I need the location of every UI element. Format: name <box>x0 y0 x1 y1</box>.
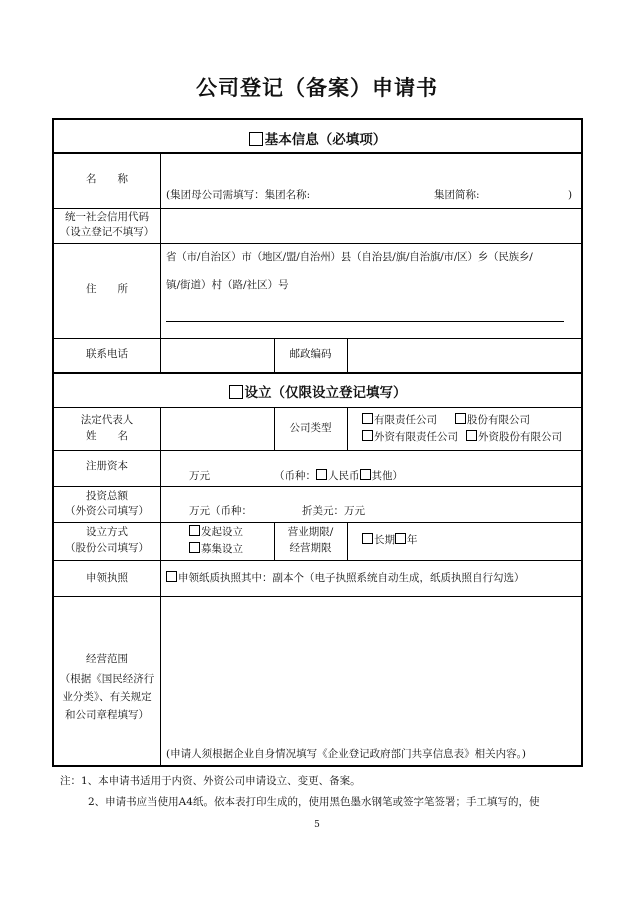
type-option-foreign-llc[interactable]: 外资有限责任公司 <box>362 430 458 445</box>
method-option-raise[interactable]: 募集设立 <box>189 542 243 557</box>
license-label: 申领执照 <box>86 572 128 584</box>
license-options: 申领纸质执照其中：副本个（电子执照系统自动生成，纸质执照自行勾选） <box>166 571 525 586</box>
postcode-label: 邮政编码 <box>289 348 332 360</box>
divider <box>54 243 581 244</box>
divider <box>54 338 581 339</box>
divider <box>160 152 161 372</box>
divider <box>347 522 348 560</box>
scope-footnote: (申请人须根据企业自身情况填写《企业登记政府部门共享信息表》相关内容。) <box>166 748 526 760</box>
checkbox[interactable] <box>362 430 373 441</box>
term-options: 长期 年 <box>362 533 418 548</box>
address-label: 住 所 <box>86 283 128 295</box>
credit-code-label: 统一社会信用代码 <box>65 211 149 223</box>
capital-label: 注册资本 <box>86 460 128 472</box>
company-type-label: 公司类型 <box>289 422 332 434</box>
scope-note-1: （根据《国民经济行 <box>59 673 155 685</box>
checkbox-years[interactable] <box>395 533 406 544</box>
phone-label: 联系电话 <box>86 348 128 360</box>
name-label: 名 称 <box>86 173 128 185</box>
footnote-2: 2、申请书应当使用A4纸。依本表打印生成的，使用黑色墨水钢笔或签字笔签署；手工填写的，使 <box>88 796 540 808</box>
scope-label: 经营范围 <box>86 653 128 665</box>
checkbox[interactable] <box>455 413 466 424</box>
divider <box>54 152 581 154</box>
capital-unit: 万元 <box>189 470 210 482</box>
checkbox[interactable] <box>466 430 477 441</box>
checkbox-other[interactable] <box>360 469 371 480</box>
divider <box>54 596 581 597</box>
term-label: 营业期限/ <box>287 526 334 538</box>
checkbox-rmb[interactable] <box>316 469 327 480</box>
address-line-2: 镇/街道）村（路/社区）号 <box>166 279 289 291</box>
divider <box>54 450 581 451</box>
checkbox-long-term[interactable] <box>362 533 373 544</box>
scope-note-3: 和公司章程填写） <box>65 709 149 721</box>
checkbox-paper-license[interactable] <box>166 571 177 582</box>
checkbox[interactable] <box>362 413 373 424</box>
divider <box>160 407 161 767</box>
legal-rep-label: 法定代表人 <box>80 414 134 426</box>
checkbox[interactable] <box>189 525 200 536</box>
section-setup: 设立（仅限设立登记填写） <box>54 381 581 401</box>
scope-note-2: 业分类》、有关规定 <box>62 691 152 703</box>
divider <box>274 338 275 372</box>
investment-unit: 万元（币种： <box>189 505 252 517</box>
investment-note: （外资公司填写） <box>65 505 149 517</box>
application-form <box>52 118 583 767</box>
group-name-hint: (集团母公司需填写：集团名称: <box>166 189 311 201</box>
type-option-llc[interactable]: 有限责任公司 <box>362 413 437 428</box>
divider <box>54 486 581 487</box>
address-line-1: 省（市/自治区）市（地区/盟/自治州）县（自治县/旗/自治旗/市/区）乡（民族乡/ <box>166 251 533 263</box>
section-basic-info: 基本信息（必填项） <box>54 128 581 148</box>
capital-currency: （币种： 人民币 其他） <box>274 470 403 482</box>
divider <box>274 522 275 560</box>
address-fill-line[interactable] <box>166 321 564 322</box>
investment-usd: 折美元：万元 <box>302 505 365 517</box>
divider <box>347 338 348 372</box>
section-setup-checkbox[interactable] <box>229 385 243 399</box>
checkbox[interactable] <box>189 542 200 553</box>
section-basic-checkbox[interactable] <box>249 132 263 146</box>
divider <box>54 208 581 209</box>
divider <box>54 407 581 408</box>
page-title: 公司登记（备案）申请书 <box>196 76 438 100</box>
group-abbrev-hint: 集团简称: <box>434 189 480 201</box>
method-label: 设立方式 <box>86 526 128 538</box>
divider <box>274 407 275 450</box>
group-hint-close: ) <box>568 189 573 201</box>
divider <box>54 372 581 374</box>
divider <box>347 407 348 450</box>
footnote-1: 注：1、本申请书适用于内资、外资公司申请设立、变更、备案。 <box>60 775 361 787</box>
term-label-2: 经营期限 <box>289 542 332 554</box>
legal-rep-name-label: 姓 名 <box>86 430 128 442</box>
divider <box>54 560 581 561</box>
type-option-foreign-joint-stock[interactable]: 外资股份有限公司 <box>466 430 562 445</box>
credit-code-note: （设立登记不填写） <box>59 226 155 238</box>
divider <box>54 522 581 523</box>
investment-label: 投资总额 <box>86 490 128 502</box>
type-option-joint-stock[interactable]: 股份有限公司 <box>455 413 530 428</box>
method-note: （股份公司填写） <box>65 542 149 554</box>
page-number: 5 <box>314 820 320 830</box>
method-option-promote[interactable]: 发起设立 <box>189 525 243 540</box>
